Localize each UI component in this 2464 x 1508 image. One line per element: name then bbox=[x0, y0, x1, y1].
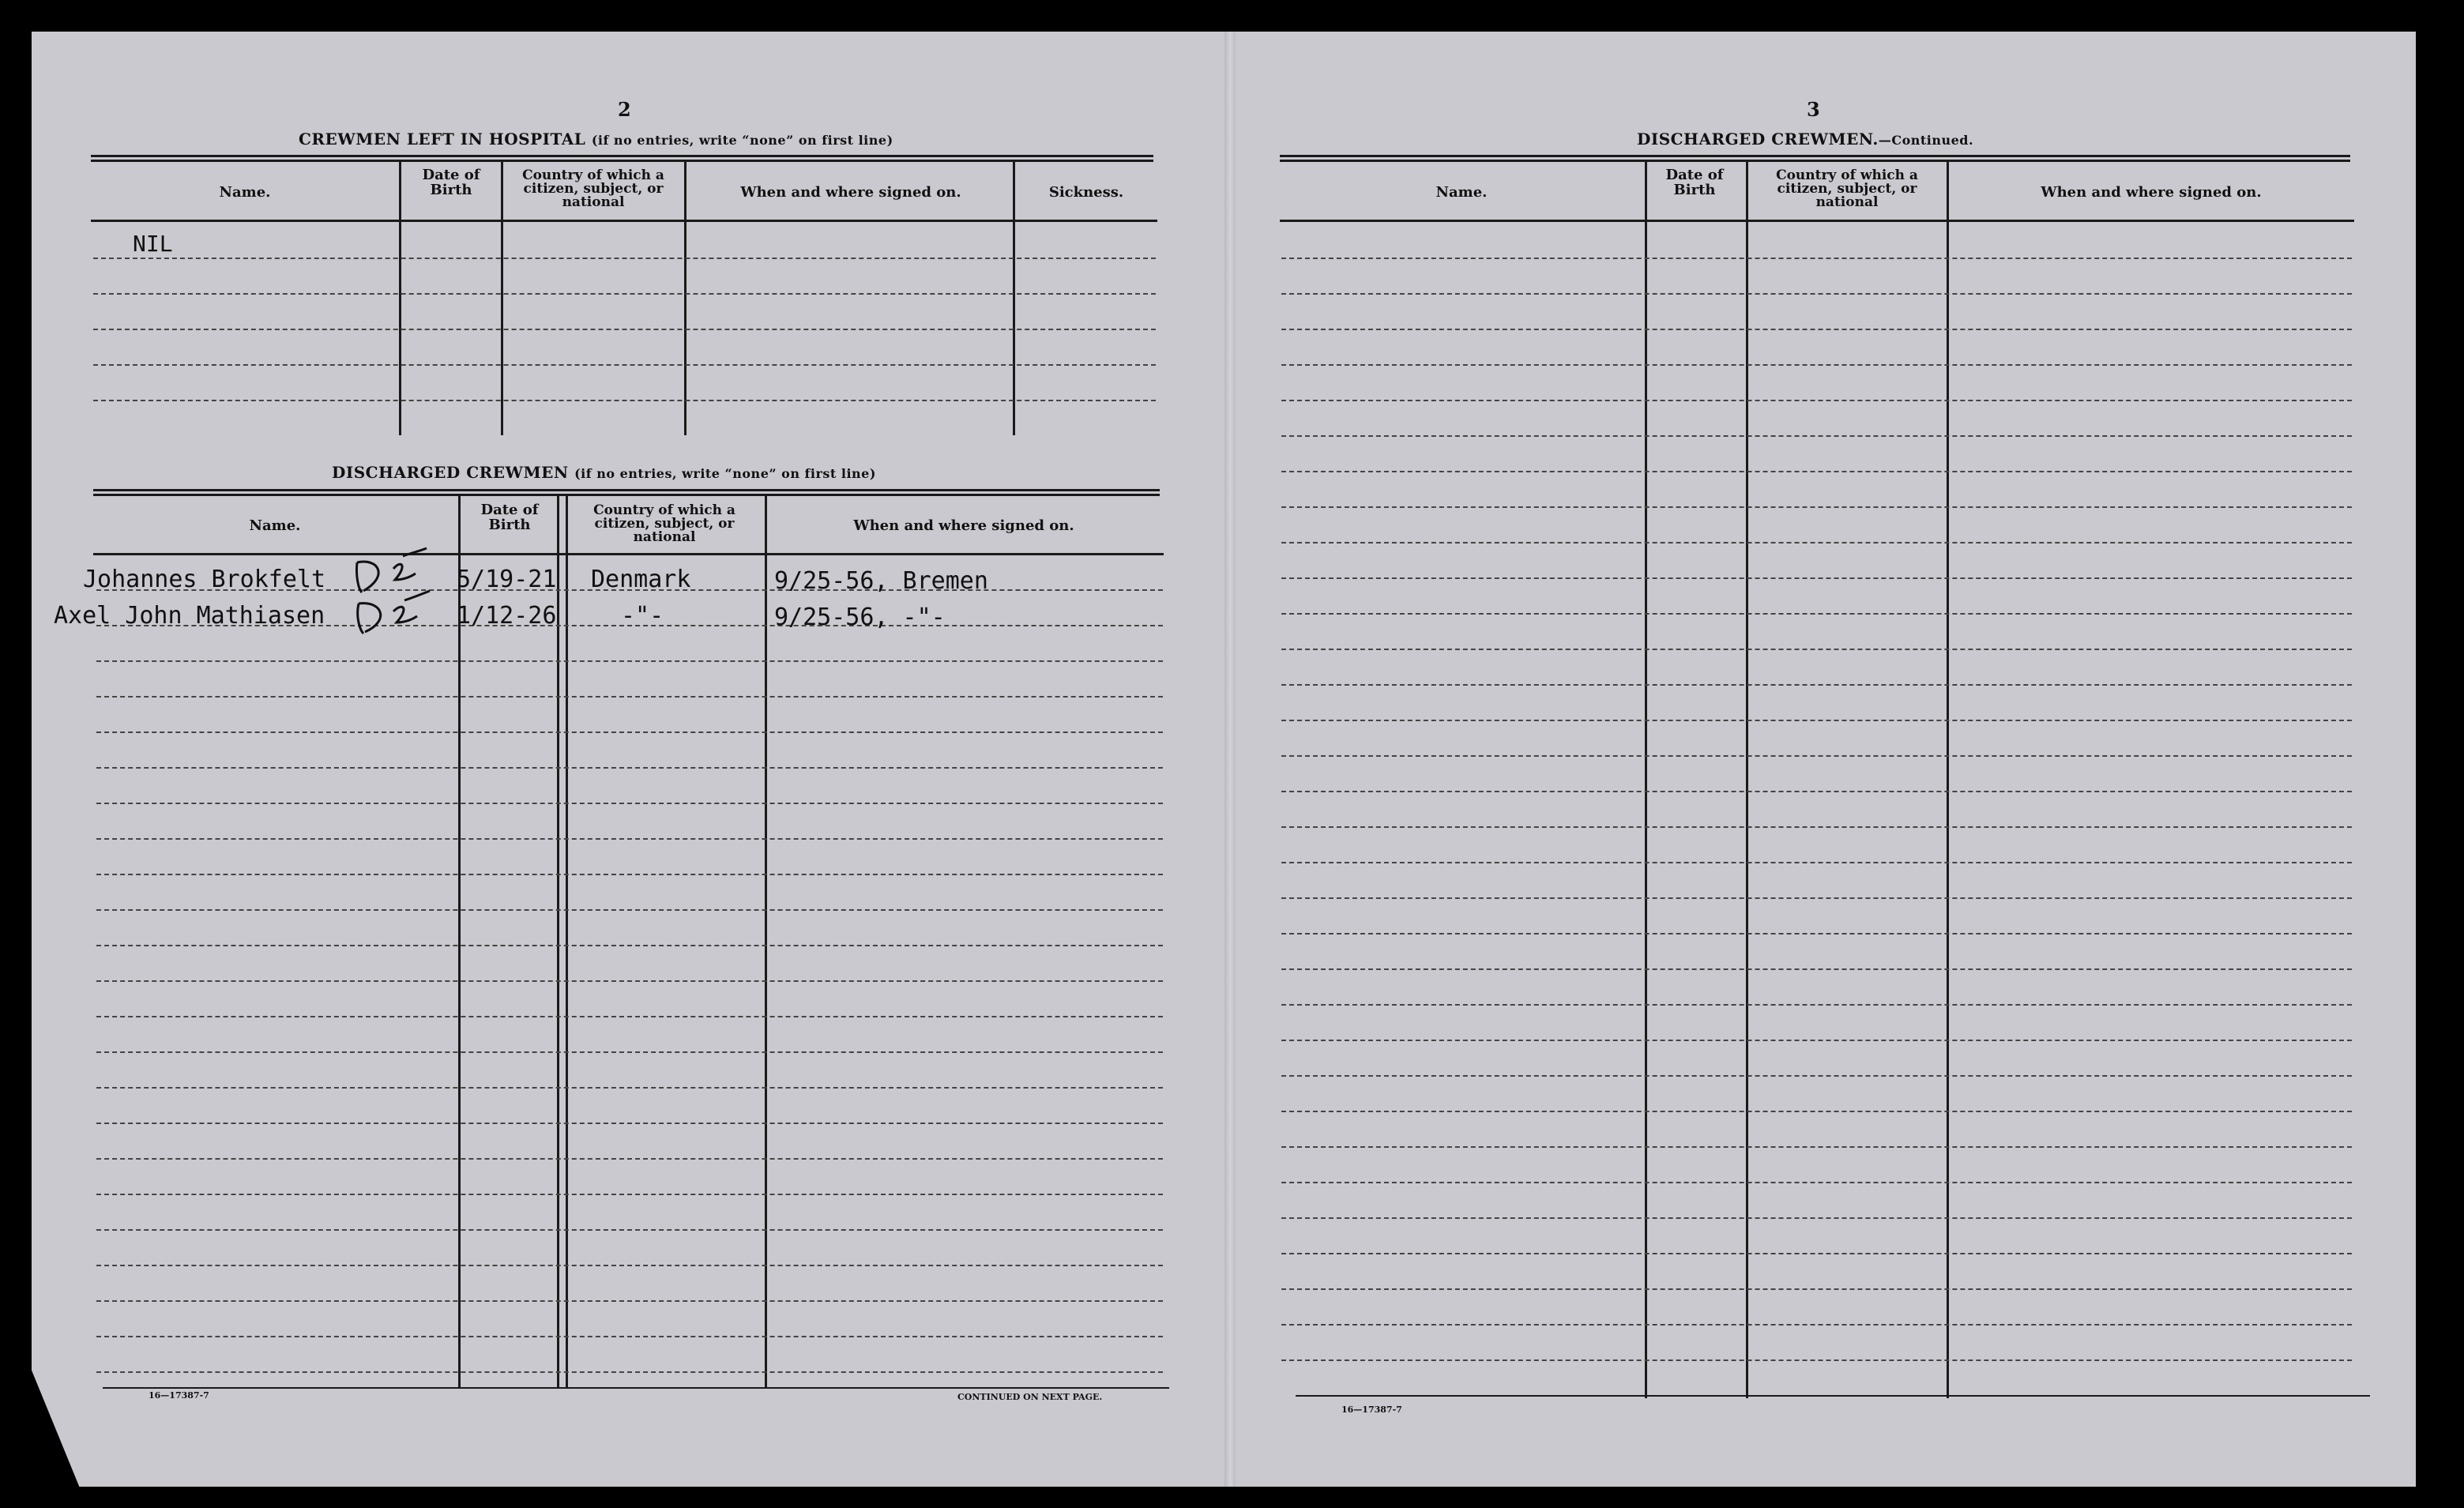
form-number: 16—17387-7 bbox=[149, 1390, 209, 1401]
ruled-line bbox=[1281, 1324, 2352, 1326]
crewman-name: Johannes Brokfelt bbox=[83, 566, 326, 593]
ruled-line bbox=[96, 803, 1163, 804]
page-fold bbox=[1224, 32, 1236, 1487]
ruled-line bbox=[1281, 577, 2352, 579]
continued-col-name: Name. bbox=[1435, 184, 1488, 201]
hospital-col-sickness: Sickness. bbox=[1048, 184, 1124, 201]
discharged-col-signed-on: When and where signed on. bbox=[853, 517, 1074, 534]
discharged-top-rule bbox=[93, 489, 1160, 491]
ruled-line bbox=[96, 1229, 1163, 1231]
ruled-line bbox=[96, 1051, 1163, 1053]
ruled-line bbox=[1281, 1111, 2352, 1112]
ruled-line bbox=[96, 1087, 1163, 1089]
crewman-country: Denmark bbox=[591, 566, 691, 593]
ruled-line bbox=[1281, 471, 2352, 472]
discharged-col-country: Country of which a citizen, subject, or national bbox=[593, 502, 735, 545]
ruled-line bbox=[93, 400, 1156, 401]
crewman-signed-on: 9/25-56, Bremen bbox=[774, 567, 988, 595]
ruled-line bbox=[93, 293, 1156, 295]
ruled-line bbox=[93, 258, 1156, 259]
document-sheet bbox=[32, 32, 2416, 1487]
ruled-line bbox=[96, 980, 1163, 982]
ruled-line bbox=[1281, 1253, 2352, 1254]
crewman-dob: 5/19-21 bbox=[457, 566, 557, 593]
ruled-line bbox=[96, 945, 1163, 946]
continued-col-dob: Date of Birth bbox=[1665, 167, 1724, 198]
ruled-line bbox=[1281, 933, 2352, 935]
ruled-line bbox=[93, 329, 1156, 330]
ruled-line bbox=[1281, 1182, 2352, 1183]
ruled-line bbox=[1281, 1004, 2352, 1006]
ruled-line bbox=[1281, 1146, 2352, 1148]
ruled-line bbox=[1281, 1359, 2352, 1361]
ruled-line bbox=[1281, 1217, 2352, 1219]
ruled-line bbox=[1281, 968, 2352, 970]
continued-col-signed-on: When and where signed on. bbox=[2041, 184, 2262, 201]
form-number: 16—17387-7 bbox=[1341, 1405, 1402, 1415]
ruled-line bbox=[1281, 435, 2352, 437]
hospital-col-name: Name. bbox=[219, 184, 271, 201]
page-number: 2 bbox=[618, 98, 631, 121]
ruled-line bbox=[96, 731, 1163, 733]
handwritten-mark bbox=[348, 545, 442, 640]
ruled-line bbox=[93, 364, 1156, 366]
crewman-signed-on: 9/25-56, -"- bbox=[774, 604, 946, 631]
ruled-line bbox=[1281, 329, 2352, 330]
ruled-line bbox=[96, 1016, 1163, 1017]
crewman-country: -"- bbox=[621, 602, 664, 630]
discharged-col-name: Name. bbox=[249, 517, 301, 534]
ruled-line bbox=[1281, 1288, 2352, 1290]
ruled-line bbox=[96, 1194, 1163, 1195]
ruled-line bbox=[1281, 720, 2352, 721]
ruled-line bbox=[96, 1265, 1163, 1266]
hospital-col-signed-on: When and where signed on. bbox=[740, 184, 961, 201]
ruled-line bbox=[1281, 400, 2352, 401]
ruled-line bbox=[1281, 364, 2352, 366]
ruled-line bbox=[96, 1123, 1163, 1124]
discharged-continued-title: DISCHARGED CREWMEN.—Continued. bbox=[1637, 130, 1974, 149]
ruled-line bbox=[96, 660, 1163, 662]
ruled-line bbox=[96, 696, 1163, 698]
hospital-entry: NIL bbox=[133, 231, 173, 257]
ruled-line bbox=[1281, 258, 2352, 259]
ruled-line bbox=[1281, 1075, 2352, 1077]
continued-col-country: Country of which a citizen, subject, or national bbox=[1776, 167, 1918, 210]
ruled-line bbox=[1281, 542, 2352, 543]
hospital-section-title: CREWMEN LEFT IN HOSPITAL (if no entries, write “none” on first line) bbox=[299, 130, 893, 149]
discharged-col-dob: Date of Birth bbox=[480, 502, 539, 533]
ruled-line bbox=[96, 1336, 1163, 1337]
ruled-line bbox=[1281, 684, 2352, 686]
ruled-line bbox=[1281, 791, 2352, 792]
ruled-line bbox=[96, 874, 1163, 875]
continued-note: CONTINUED ON NEXT PAGE. bbox=[957, 1392, 1103, 1402]
ruled-line bbox=[1281, 293, 2352, 295]
ruled-line bbox=[96, 1371, 1163, 1373]
ruled-line bbox=[1281, 1040, 2352, 1041]
ruled-line bbox=[96, 1300, 1163, 1302]
crewman-dob: 1/12-26 bbox=[457, 602, 557, 630]
ruled-line bbox=[1281, 506, 2352, 508]
ruled-line bbox=[96, 838, 1163, 840]
ruled-line bbox=[96, 767, 1163, 769]
ruled-line bbox=[1281, 897, 2352, 899]
hospital-top-rule bbox=[91, 155, 1153, 157]
hospital-col-country: Country of which a citizen, subject, or national bbox=[522, 167, 664, 210]
ruled-line bbox=[1281, 755, 2352, 757]
hospital-col-dob: Date of Birth bbox=[422, 167, 480, 198]
crewman-name: Axel John Mathiasen bbox=[54, 602, 325, 630]
discharged-section-title: DISCHARGED CREWMEN (if no entries, write “none” on first line) bbox=[332, 463, 876, 482]
ruled-line bbox=[1281, 649, 2352, 650]
ruled-line bbox=[96, 909, 1163, 911]
page-number: 3 bbox=[1807, 98, 1820, 121]
ruled-line bbox=[1281, 613, 2352, 615]
ruled-line bbox=[1281, 862, 2352, 863]
ruled-line bbox=[1281, 826, 2352, 828]
ruled-line bbox=[96, 1158, 1163, 1160]
